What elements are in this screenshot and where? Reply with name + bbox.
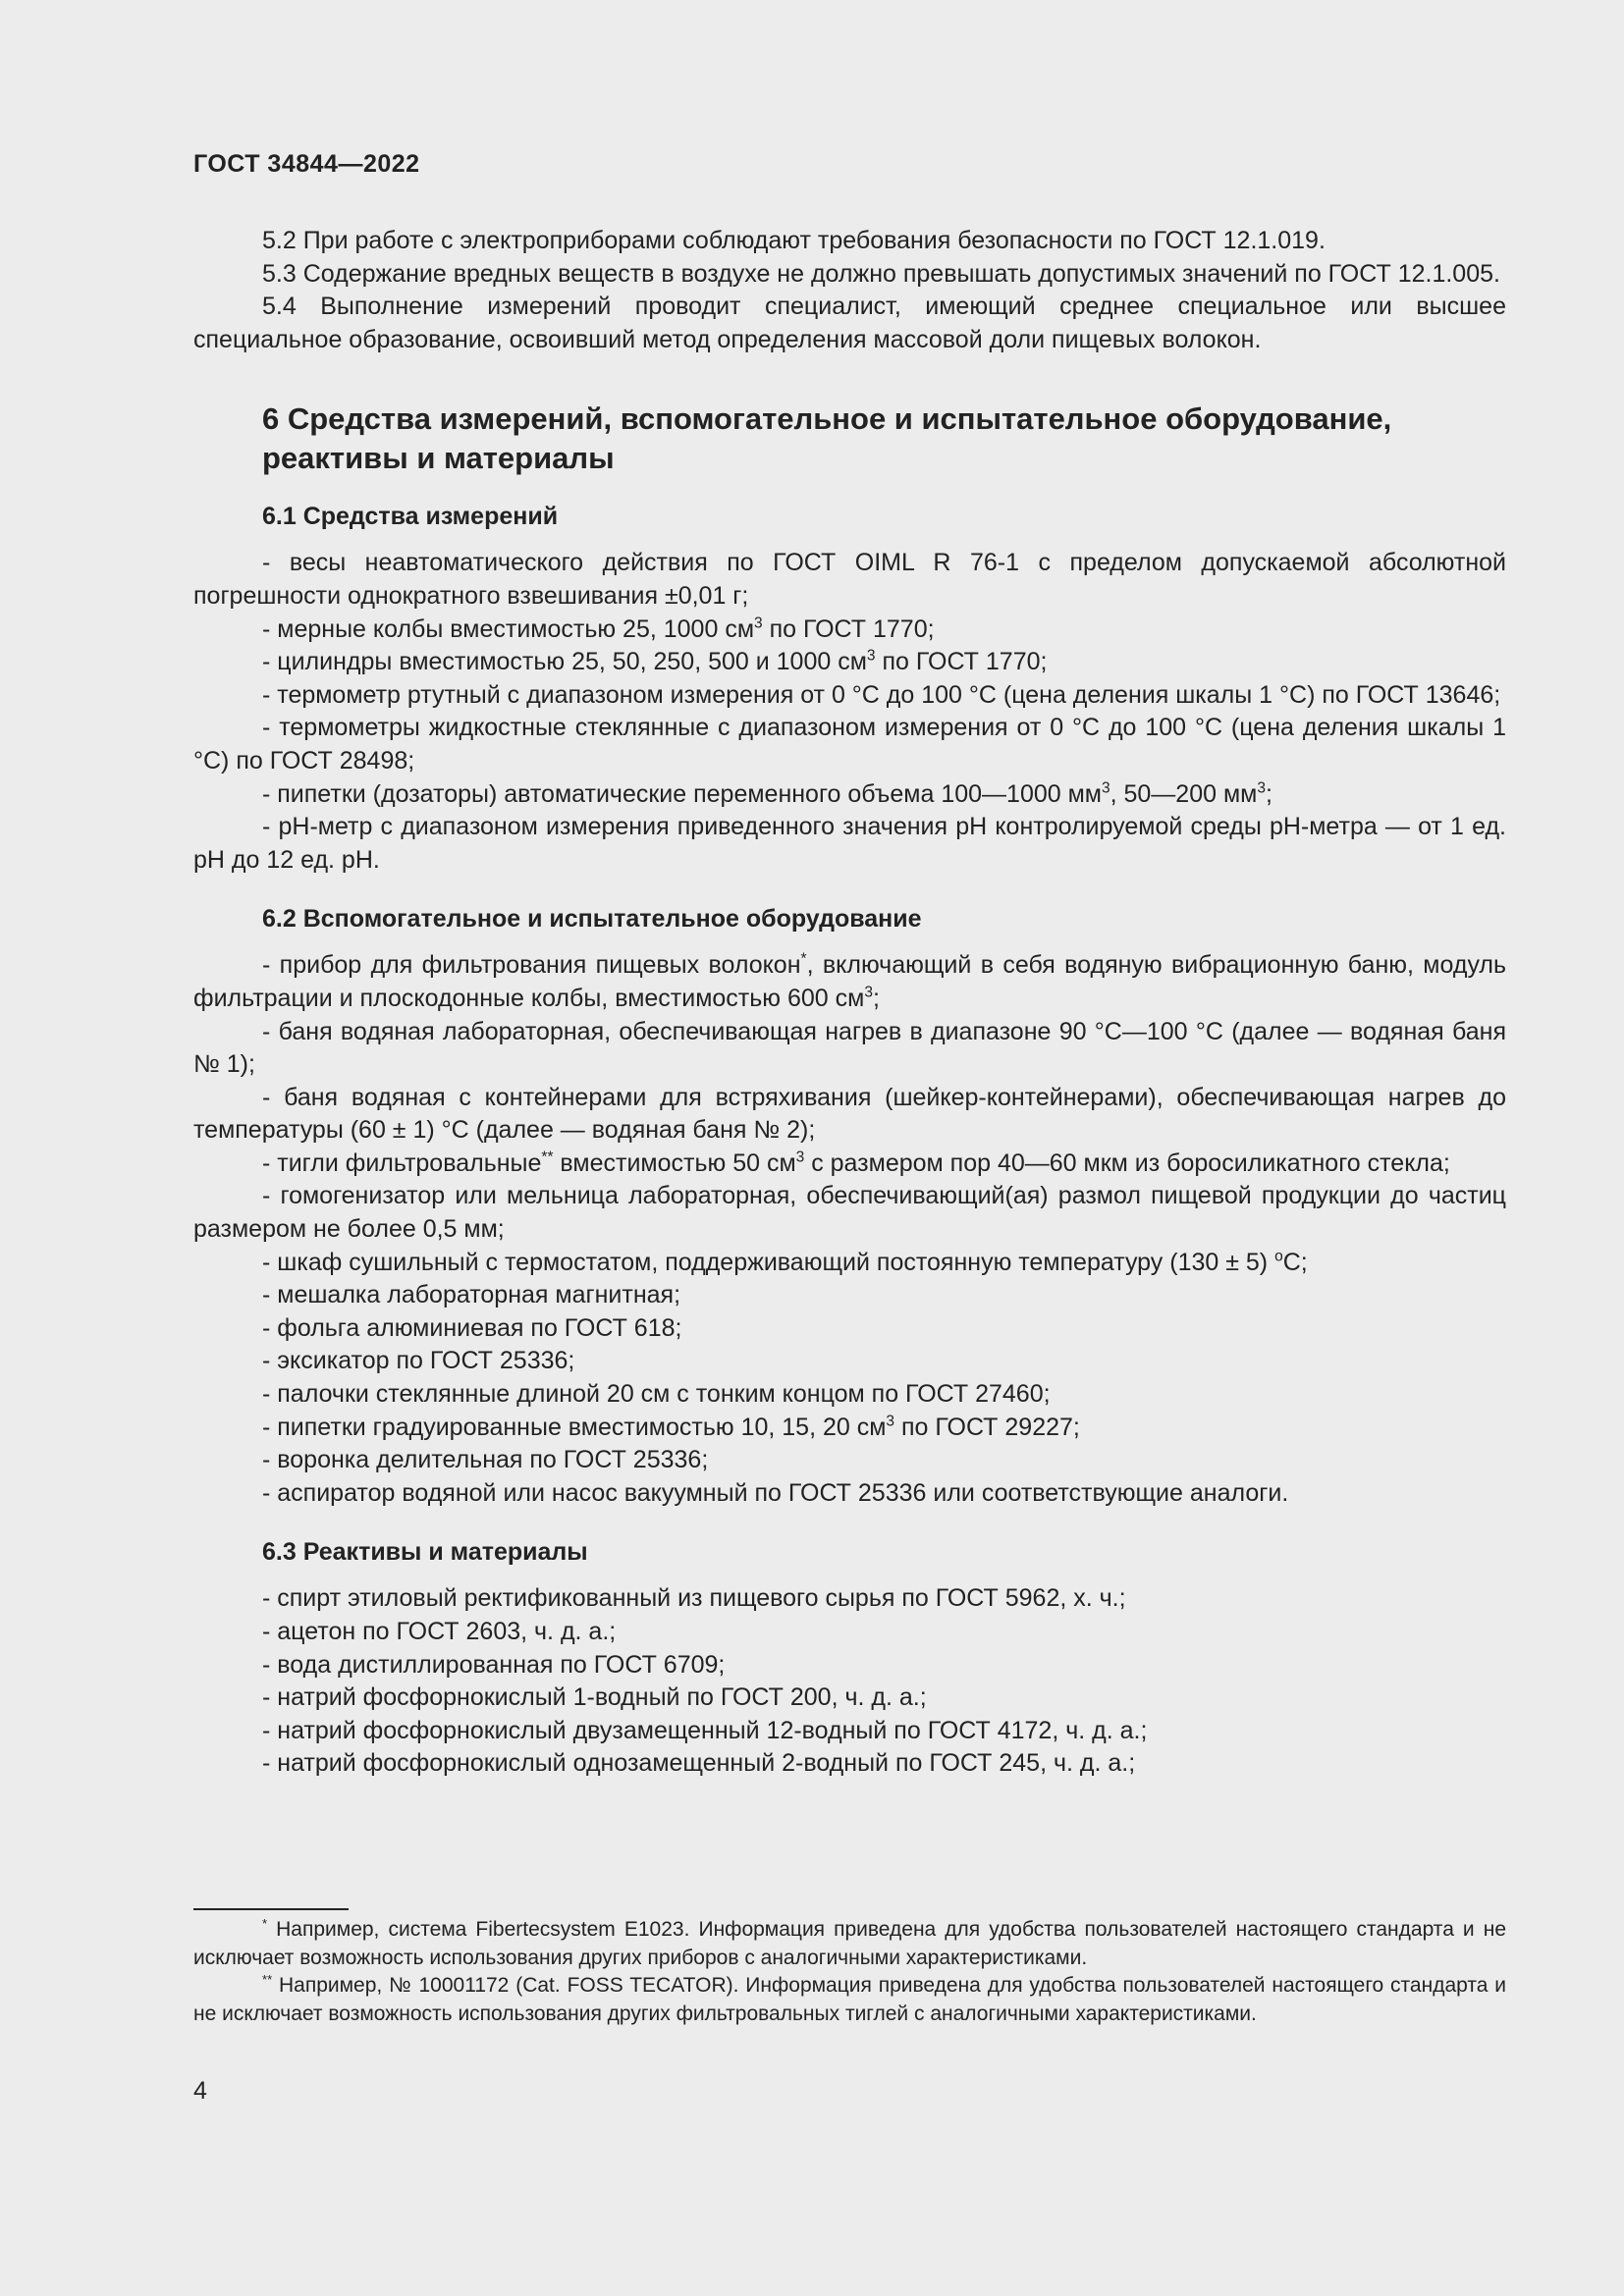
footnotes <box>193 1908 1506 2028</box>
section-6-title: 6 Средства измерений, вспомогательное и испытательное оборудование, реактивы и материалы <box>262 401 1392 476</box>
list-item: - эксикатор по ГОСТ 25336; <box>262 1347 575 1375</box>
document-header: ГОСТ 34844—2022 <box>193 150 420 178</box>
subsection-6-1-title: 6.1 Средства измерений <box>262 503 559 531</box>
list-item: - фольга алюминиевая по ГОСТ 618; <box>262 1313 682 1342</box>
list-item: - цилиндры вместимостью 25, 50, 250, 500 и 1000 $см^3$ по ГОСТ 1770; <box>262 647 1048 676</box>
list-item: - прибор для фильтрования пищевых волокон*, включающий в себя водяную вибрационную баню, модуль фильтрации и плоскодонные колбы, вместимостью 600 $см^3$; <box>193 950 1507 1012</box>
list-item: - вода дистиллированная по ГОСТ 6709; <box>262 1650 726 1679</box>
list-item: - аспиратор водяной или насос вакуумный по ГОСТ 25336 или соответствующие аналоги. <box>262 1478 1289 1507</box>
list-item: - термометры жидкостные стеклянные с диапазоном измерения от 0 °С до 100 °С (цена деления шкалы 1 °С) по ГОСТ 28498; <box>193 714 1506 774</box>
list-item: - натрий фосфорнокислый двузамещенный 12-водный по ГОСТ 4172, ч. д. а.; <box>262 1716 1148 1744</box>
list-item: - спирт этиловый ректификованный из пищевого сырья по ГОСТ 5962, х. ч.; <box>262 1584 1126 1613</box>
paragraph-5-2: 5.2 При работе с электроприборами соблюдают требования безопасности по ГОСТ 12.1.019. <box>262 227 1326 254</box>
footnote-divider <box>193 1908 349 1910</box>
list-item: - баня водяная лабораторная, обеспечивающая нагрев в диапазоне 90 °С—100 °С (далее — водяная баня № 1); <box>193 1017 1506 1079</box>
paragraph-5-4: 5.4 Выполнение измерений проводит специалист, имеющий среднее специальное или высшее специальное образование, освоивший метод определения массовой доли пищевых волокон. <box>193 293 1506 353</box>
footnote-ref-1: * <box>800 950 807 968</box>
list-item: - ацетон по ГОСТ 2603, ч. д. а.; <box>262 1618 617 1645</box>
subsection-6-2-title: 6.2 Вспомогательное и испытательное оборудование <box>262 905 922 934</box>
list-item: - мерные колбы вместимостью 25, 1000 $см^3$ по ГОСТ 1770; <box>262 614 935 643</box>
page-content <box>193 225 1506 1781</box>
list-item: - воронка делительная по ГОСТ 25336; <box>262 1446 709 1474</box>
list-item: - гомогенизатор или мельница лабораторная, обеспечивающий(ая) размол пищевой продукции до частиц размером не более 0,5 мм; <box>193 1182 1506 1244</box>
footnote-1: * Например, система Fibertecsystem E1023. Информация приведена для удобства пользователей настоящего стандарта и не исключает возможность использования других приборов с аналогичными характеристиками. <box>193 1916 1506 1969</box>
list-item: - натрий фосфорнокислый однозамещенный 2-водный по ГОСТ 245, ч. д. а.; <box>262 1749 1136 1778</box>
list-item: - весы неавтоматического действия по ГОСТ OIML R 76-1 с пределом допускаемой абсолютной погрешности однократного взвешивания ±0,01 г; <box>193 549 1506 610</box>
list-item: - палочки стеклянные длиной 20 см с тонким концом по ГОСТ 27460; <box>262 1380 1051 1409</box>
list-item: - термометр ртутный с диапазоном измерения от 0 °С до 100 °С (цена деления шкалы 1 °С) по ГОСТ 13646; <box>262 680 1501 709</box>
page-number: 4 <box>193 2077 207 2105</box>
paragraph-5-3: 5.3 Содержание вредных веществ в воздухе не должно превышать допустимых значений по ГОСТ 12.1.005. <box>262 259 1500 288</box>
list-item: - пипетки (дозаторы) автоматические переменного объема 100—1000 $мм^3$, 50—200 $мм^3$; <box>262 779 1272 808</box>
subsection-6-3-title: 6.3 Реактивы и материалы <box>262 1538 588 1567</box>
footnote-2: ** Например, № 10001172 (Cat. FOSS TECATOR). Информация приведена для удобства пользователей настоящего стандарта и не исключает возможность использования других фильтровальных тиглей с аналогичными характеристиками. <box>193 1972 1506 2025</box>
list-item: - тигли фильтровальные** вместимостью 50 $см^3$ с размером пор 40—60 мкм из боросиликатного стекла; <box>262 1148 1450 1177</box>
list-item: - шкаф сушильный с термостатом, поддерживающий постоянную температуру (130 ± 5) $^о$С; <box>262 1248 1308 1276</box>
footnote-ref-2: ** <box>541 1148 554 1166</box>
list-item: - pH-метр с диапазоном измерения приведенного значения pH контролируемой среды pH-метра — от 1 ед. pH до 12 ед. pH. <box>193 813 1506 874</box>
list-item: - баня водяная с контейнерами для встряхивания (шейкер-контейнерами), обеспечивающая нагрев до температуры (60 ± 1) °С (далее — водяная баня № 2); <box>193 1083 1506 1145</box>
list-item: - пипетки градуированные вместимостью 10, 15, 20 $см^3$ по ГОСТ 29227; <box>262 1413 1080 1441</box>
list-item: - мешалка лабораторная магнитная; <box>262 1281 681 1309</box>
list-item: - натрий фосфорнокислый 1-водный по ГОСТ 200, ч. д. а.; <box>262 1683 927 1712</box>
